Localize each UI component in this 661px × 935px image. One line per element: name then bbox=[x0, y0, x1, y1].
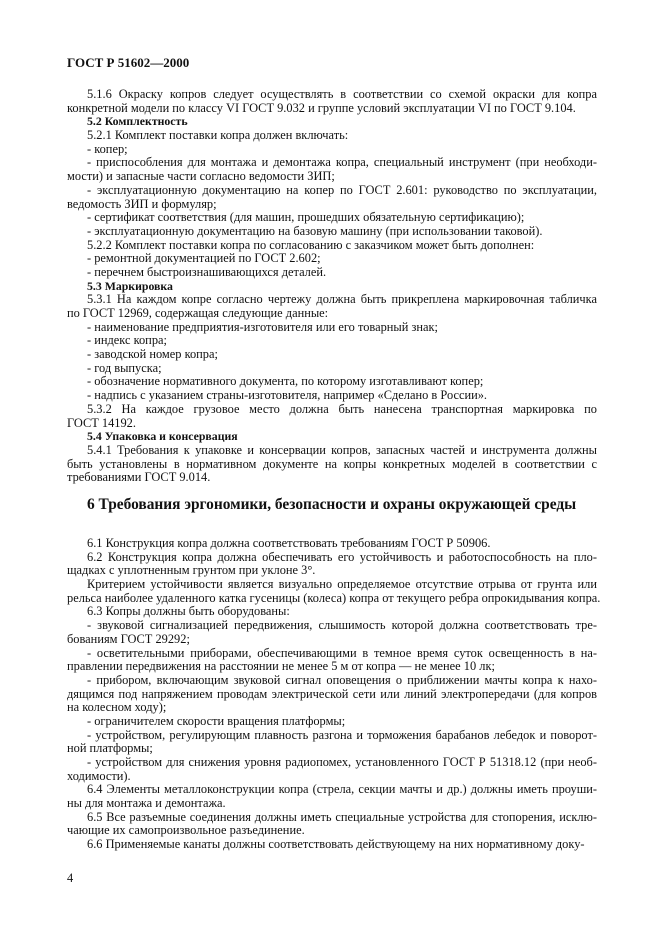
paragraph-line: 6.5 Все разъемные соединения должны иметь специальные устройства для стопорения, исклю- bbox=[87, 809, 597, 824]
paragraph-line: 5.4.1 Требования к упаковке и консервации копров, запасных частей и инструмента должны bbox=[87, 442, 597, 457]
paragraph-line: - устройством, регулирующим плавность разгона и торможения барабанов лебедок и поворот- bbox=[87, 727, 597, 742]
paragraph-line: 5.2.2 Комплект поставки копра по согласованию с заказчиком может быть дополнен: bbox=[87, 237, 535, 252]
section-5-content bbox=[67, 88, 597, 485]
paragraph-line: - ремонтной документацией по ГОСТ 2.602; bbox=[87, 251, 321, 266]
paragraph-line: рельса наиболее удаленного катка гусеницы (колеса) копра от текущего ребра опрокидывания копра. bbox=[67, 590, 601, 605]
paragraph-line: конкретной модели по классу VI ГОСТ 9.032 и группе условий эксплуатации VI по ГОСТ 9.104. bbox=[67, 100, 576, 115]
paragraph-line: - заводской номер копра; bbox=[87, 347, 218, 362]
paragraph-line: 5.3.2 На каждое грузовое место должна быть нанесена транспортная маркировка по bbox=[87, 401, 597, 416]
paragraph-line: - звуковой сигнализацией передвижения, слышимость которой должна соответствовать тре- bbox=[87, 618, 597, 633]
paragraph-line: мости) и запасные части согласно ведомости ЗИП; bbox=[67, 169, 335, 184]
paragraph-line: ходимости). bbox=[67, 768, 131, 783]
paragraph-line: ГОСТ 14192. bbox=[67, 415, 136, 430]
paragraph-line: чающие их самопроизвольное разъединение. bbox=[67, 823, 305, 838]
paragraph-line: - эксплуатационную документацию на копер по ГОСТ 2.601: руководство по эксплуатации, bbox=[87, 182, 597, 197]
paragraph-line: требованиями ГОСТ 9.014. bbox=[67, 470, 211, 485]
section-6-content bbox=[67, 536, 601, 852]
section-6-title: 6 Требования эргономики, безопасности и охраны окружающей среды bbox=[87, 496, 577, 513]
paragraph-line: 6.6 Применяемые канаты должны соответствовать действующему на них нормативному доку- bbox=[87, 837, 585, 852]
paragraph-line: правлении передвижения на расстоянии не менее 5 м от копра — не менее 10 лк; bbox=[67, 659, 495, 674]
document-header: ГОСТ Р 51602—2000 bbox=[67, 55, 190, 70]
paragraph-line: ной платформы; bbox=[67, 741, 153, 756]
paragraph-line: ны для монтажа и демонтажа. bbox=[67, 796, 226, 811]
paragraph-line: - устройством для снижения уровня радиопомех, установленного ГОСТ Р 51318.12 (при необ- bbox=[87, 755, 597, 769]
paragraph-line: - перечнем быстроизнашивающихся деталей. bbox=[87, 264, 327, 279]
subsection-heading: 5.2 Комплектность bbox=[87, 114, 188, 129]
paragraph-line: - приспособления для монтажа и демонтажа копра, специальный инструмент (при необходи- bbox=[87, 155, 597, 170]
paragraph-line: 5.3.1 На каждом копре согласно чертежу должна быть прикреплена маркировочная табличка bbox=[87, 292, 597, 307]
paragraph-line: 6.2 Конструкция копра должна обеспечивать его устойчивость и работоспособность на пло- bbox=[87, 549, 597, 564]
paragraph-line: по ГОСТ 12969, содержащая следующие данные: bbox=[67, 306, 329, 320]
paragraph-line: - эксплуатационную документацию на базовую машину (при использовании таковой). bbox=[87, 223, 543, 238]
paragraph-line: - год выпуска; bbox=[87, 360, 162, 375]
paragraph-line: щадках с уплотненным грунтом при уклоне 3°. bbox=[67, 563, 316, 578]
paragraph-line: 5.1.6 Окраску копров следует осуществлять в соответствии со схемой окраски для копра bbox=[87, 87, 597, 101]
paragraph-line: - сертификат соответствия (для машин, прошедших обязательную сертификацию); bbox=[87, 210, 525, 225]
paragraph-line: ведомость ЗИП и формуляр; bbox=[67, 196, 217, 211]
paragraph-line: бованиям ГОСТ 29292; bbox=[67, 631, 190, 646]
paragraph-line: 6.1 Конструкция копра должна соответствовать требованиям ГОСТ Р 50906. bbox=[87, 536, 491, 550]
paragraph-line: - наименование предприятия-изготовителя или его товарный знак; bbox=[87, 319, 438, 334]
paragraph-line: дящимся под напряжением проводам электрической сети или линий электропередачи (для копров bbox=[67, 686, 597, 701]
paragraph-line: на колесном ходу); bbox=[67, 700, 167, 715]
paragraph-line: - индекс копра; bbox=[87, 333, 167, 348]
paragraph-line: - прибором, включающим звуковой сигнал оповещения о приближении мачты копра к нахо- bbox=[87, 672, 597, 687]
paragraph-line: - ограничителем скорости вращения платформы; bbox=[87, 713, 346, 728]
paragraph-line: - обозначение нормативного документа, по которому изготавливают копер; bbox=[87, 374, 484, 389]
paragraph-line: 6.4 Элементы металлоконструкции копра (стрела, секции мачты и др.) должны иметь проуши- bbox=[87, 782, 597, 797]
subsection-heading: 5.4 Упаковка и консервация bbox=[87, 429, 238, 444]
paragraph-line: Критерием устойчивости является визуально определяемое отсутствие отрыва от грунта или bbox=[87, 577, 597, 592]
paragraph-line: быть установлены в нормативном документе на копры конкретных моделей в соответствии с bbox=[67, 456, 597, 471]
paragraph-line: - осветительными приборами, обеспечивающими в темное время суток освещенность в на- bbox=[87, 645, 597, 660]
paragraph-line: - копер; bbox=[87, 141, 128, 156]
subsection-heading: 5.3 Маркировка bbox=[87, 278, 173, 293]
paragraph-line: - надпись с указанием страны-изготовителя, например «Сделано в России». bbox=[87, 388, 487, 403]
paragraph-line: 5.2.1 Комплект поставки копра должен включать: bbox=[87, 128, 349, 143]
page-number: 4 bbox=[67, 871, 74, 885]
paragraph-line: 6.3 Копры должны быть оборудованы: bbox=[87, 604, 290, 619]
